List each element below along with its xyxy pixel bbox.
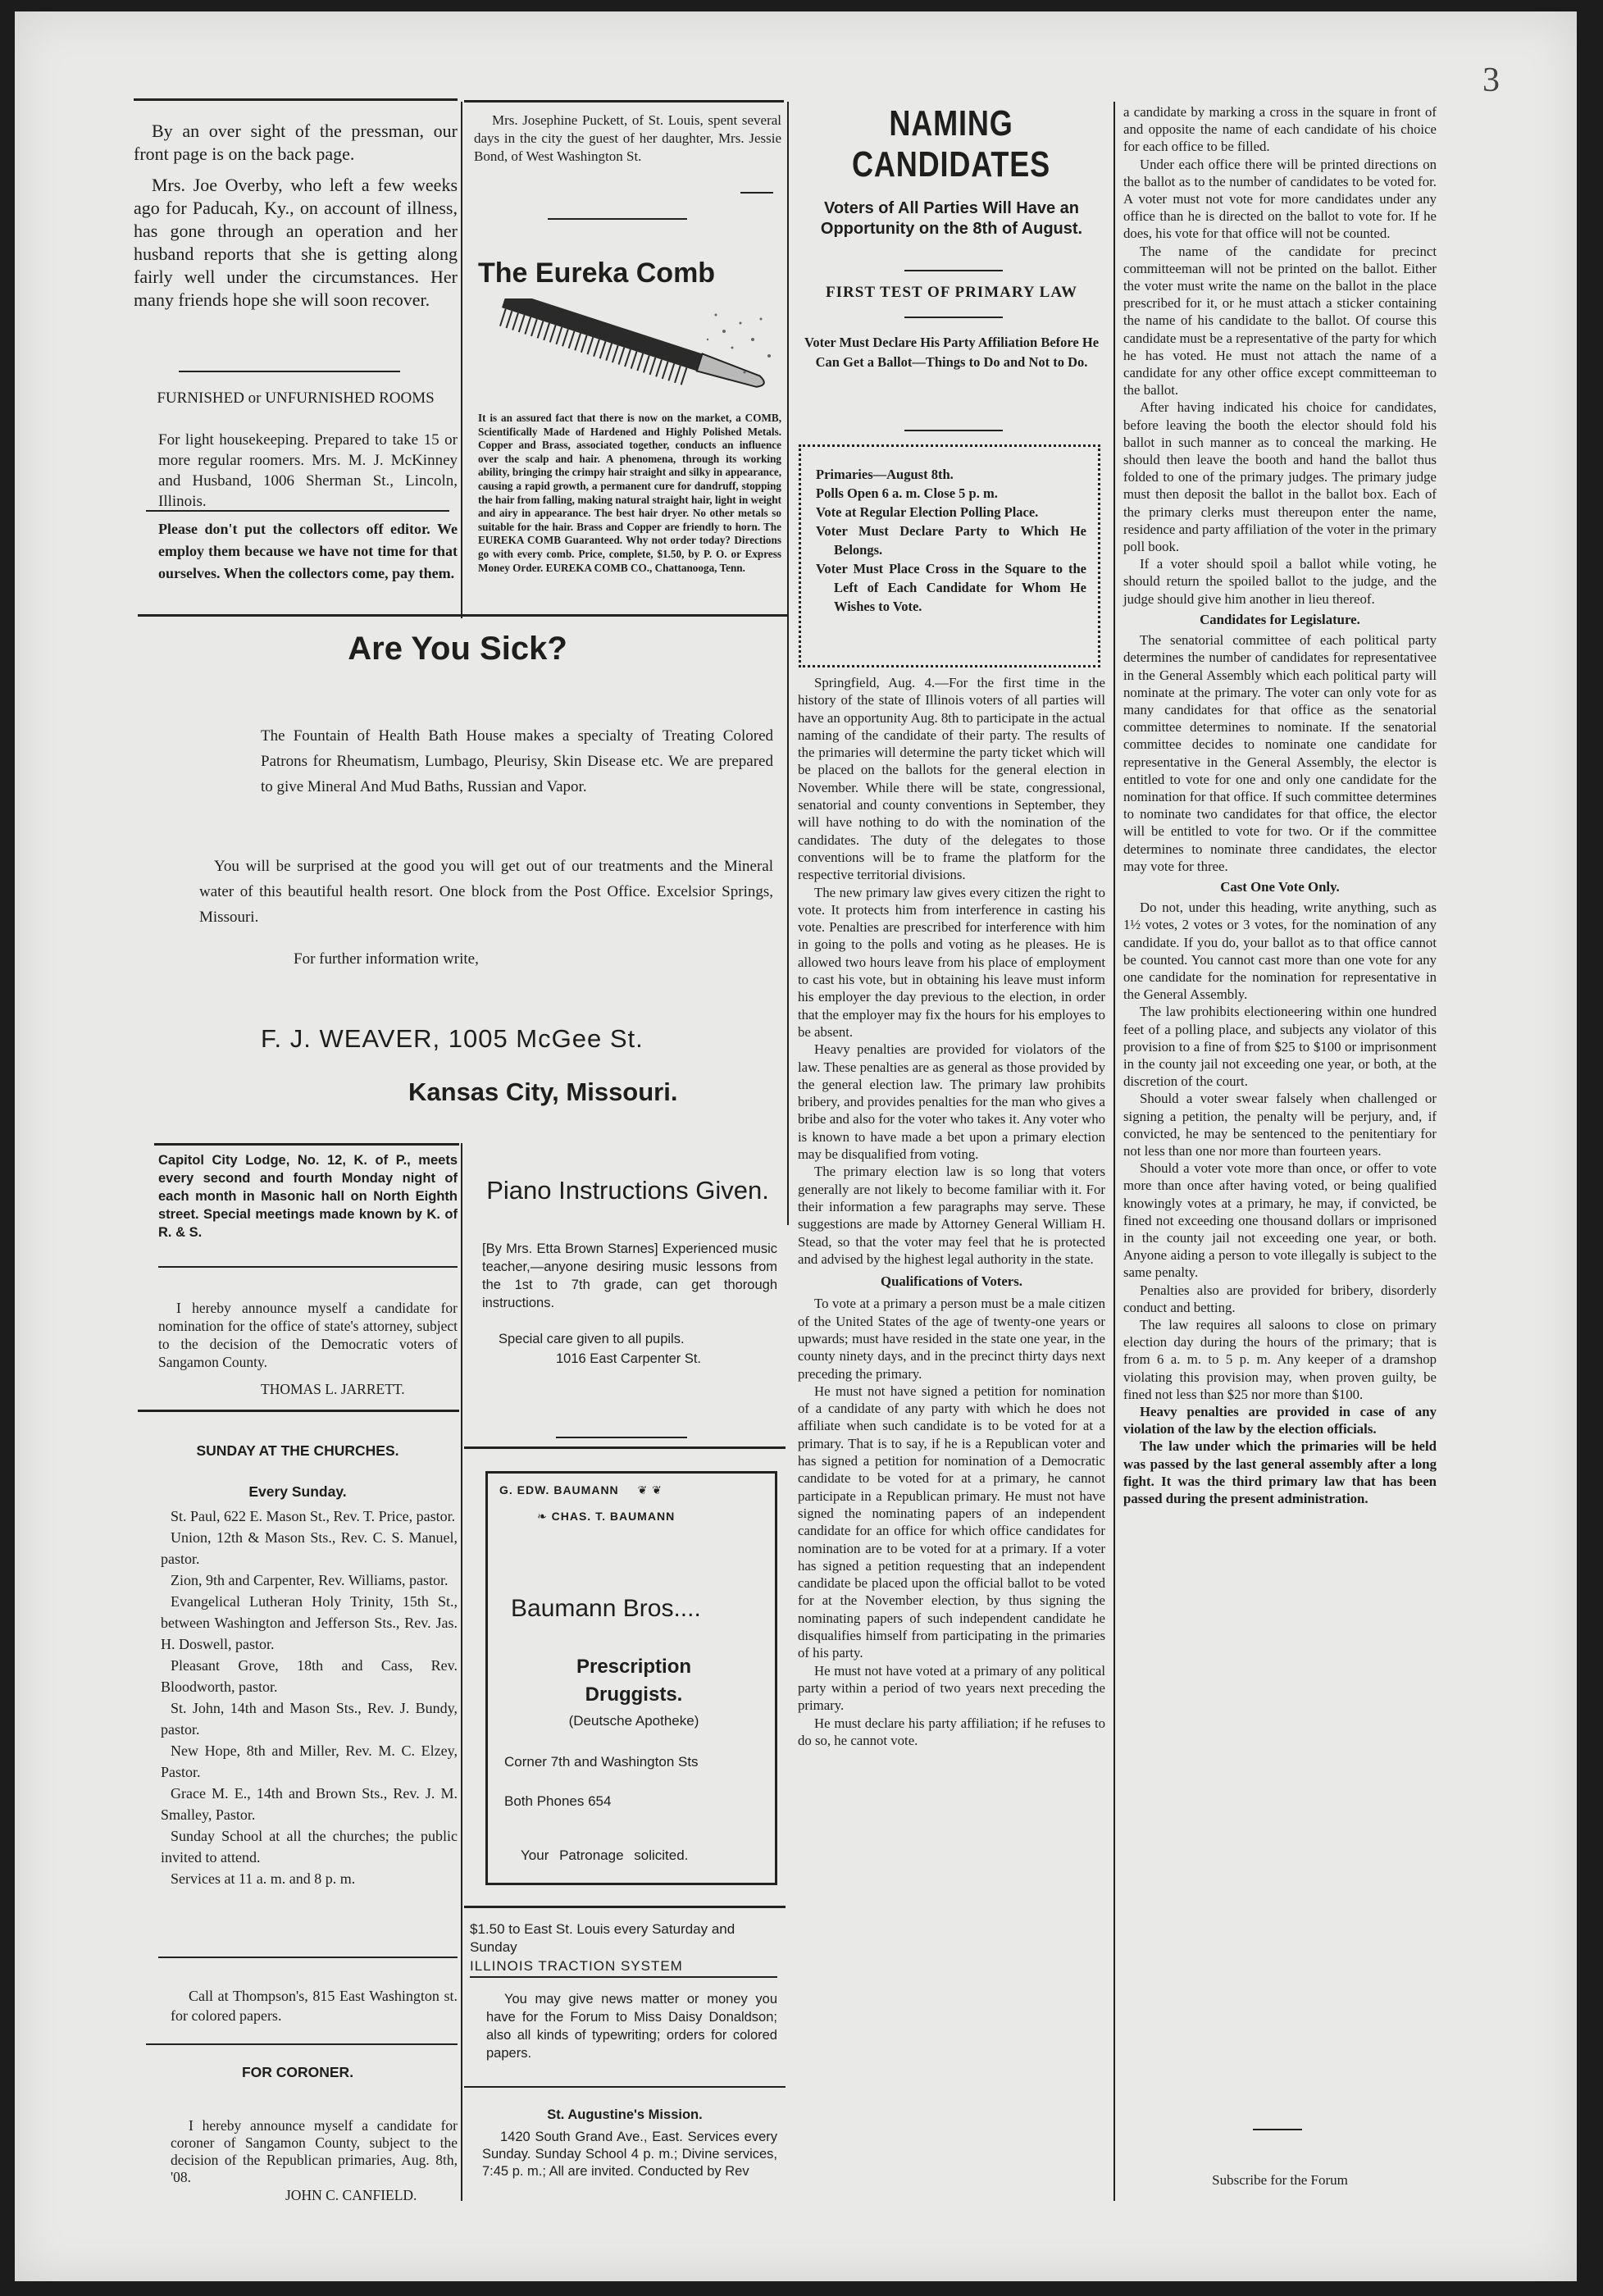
- churches-sub: Every Sunday.: [248, 1483, 347, 1500]
- naming-deck-2: FIRST TEST OF PRIMARY LAW: [826, 284, 1077, 301]
- divider: [1253, 2129, 1302, 2130]
- col5-para: Do not, under this heading, write anything, such as 1½ votes, 2 votes or 3 votes, for the nomination of any candidate. If you do, your ballot as to that office cannot be counted. You cannot cast more than one vote for any one candidate for the nomination for representative in the General Assembly.: [1123, 900, 1437, 1003]
- comb-illustration: [478, 298, 781, 405]
- col5-para: The law prohibits electioneering within one hundred feet of a polling place, and subjects any violator of this provision to a fine of from $25 to $100 or imprisonment in the county jail not exceeding one year, or both, at the discretion of the court.: [1123, 1004, 1437, 1090]
- baumann-names-1: G. EDW. BAUMANN ❦ ❦: [499, 1483, 663, 1496]
- divider: [904, 270, 1003, 271]
- weaver-name: F. J. WEAVER, 1005 McGee St.: [261, 1024, 644, 1053]
- naming-title: NAMING CANDIDATES: [851, 103, 1051, 184]
- church-item: Evangelical Lutheran Holy Trinity, 15th St., between Washington and Jefferson Sts., Rev. Jas. H. Doswell, pastor.: [161, 1593, 458, 1652]
- baumann-line-1: Prescription: [576, 1656, 692, 1678]
- divider: [158, 1957, 458, 1958]
- subscribe-note: Subscribe for the Forum: [1212, 2172, 1348, 2188]
- col5-para: Should a voter vote more than once, or offer to vote more than once after having voted, or being qualified knowingly votes at a primary, he may, if convicted, be fined not exceeding one thousand dollars or imprisoned in the county jail not exceeding one year, or both. Anyone aiding a person to vote illegally is subject to the same penalty.: [1123, 1160, 1437, 1281]
- baumann-ad: [485, 1471, 777, 1885]
- col5-body: [1123, 103, 1437, 1507]
- naming-para: Heavy penalties are provided for violators of the law. These penalties are as general as those provided by the general election law. The primary law prohibits bribery, and provides penalties for the man who gives a bribe and also for the voter who takes it. Any voter who is known to have made a bet upon a primary election may be disqualified from voting.: [798, 1041, 1105, 1163]
- piano-special: Special care given to all pupils.: [499, 1332, 685, 1346]
- naming-para: The new primary law gives every citizen the right to vote. It protects him from interference in casting his vote. Penalties are prescribed for interference with him in going to the polls and voting as he pleases. He is allowed two hours leave from his place of employment to cast his vote, but in obtaining his leave must inform his employer the day previous to the election, in order that the employer may fix the hours for his employes to be absent.: [798, 884, 1105, 1040]
- piano-title: Piano Instructions Given.: [486, 1176, 769, 1205]
- col5-para: a candidate by marking a cross in the square in front of and opposite the name of each candidate of his choice for each office to be filled.: [1123, 104, 1437, 155]
- page-number: 3: [1482, 61, 1500, 99]
- top-rule-col1: [134, 98, 458, 101]
- eureka-body: It is an assured fact that there is now on the market, a COMB, Scientifically Made of Hardened and Highly Polished Metals. Copper and Brass, associated together, conducts an influence over the scalp and hair. A phenomena, through its working ability, bringing the crimpy hair straight and silky in appearance, causing a rapid growth, a permanent cure for dandruff, stopping the hair from falling, making natural straight hair, light in weight and airy in appearance. The best hair dryer. No other metals so suitable for the hair. Brass and Copper are friendly to horn. The EUREKA COMB Guaranteed. Why not order today? Directions go with every comb. Price, complete, $1.50, by P. O. or Express Money Order. EUREKA COMB CO., Chattanooga, Tenn.: [478, 412, 781, 574]
- col5-para: Penalties also are provided for bribery, disorderly conduct and betting.: [1123, 1282, 1437, 1315]
- weaver-city: Kansas City, Missouri.: [408, 1077, 678, 1106]
- section-rule: [154, 1143, 459, 1146]
- fleuron-icon: ❦ ❦: [637, 1483, 663, 1496]
- col-sep-1: [461, 102, 462, 618]
- baumann-line-2: Druggists.: [585, 1683, 683, 1706]
- jarrett-sign: THOMAS L. JARRETT.: [261, 1381, 405, 1397]
- naming-para: He must not have voted at a primary of any political party within a period of two years next preceding the primary.: [798, 1662, 1105, 1714]
- divider: [179, 371, 400, 372]
- divider: [146, 510, 449, 512]
- baumann-addr: Corner 7th and Washington Sts: [504, 1754, 699, 1770]
- churches-list: [161, 1506, 458, 1889]
- section-rule: [464, 1906, 786, 1908]
- church-item: St. John, 14th and Mason Sts., Rev. J. Bundy, pastor.: [161, 1700, 458, 1738]
- puckett-note: Mrs. Josephine Puckett, of St. Louis, spent several days in the city the guest of her daughter, Mrs. Jessie Bond, of West Washington St.: [474, 112, 781, 164]
- baumann-names-2: ❧ CHAS. T. BAUMANN: [537, 1510, 676, 1523]
- divider: [904, 317, 1003, 318]
- naming-para: Springfield, Aug. 4.—For the first time in the history of the state of Illinois voters of all parties will have an opportunity Aug. 8th to participate in the actual naming of the candidate of their party. The results of the primaries will determine the party ticket which will be placed on the ballots for the general election in November. While there will be state, congressional, senatorial and county conventions in September, they will have nothing to do with the nomination of the candidates. The duty of the delegates to those conventions will be to frame the platform for the respective territorial divisions.: [798, 675, 1105, 883]
- col5-para: Under each office there will be printed directions on the ballot as to the number of candidates to be voted for. A voter must not vote for more candidates under any office than he is directed on the ballot to vote for. If he does, his vote for that office will not be counted.: [1123, 156, 1437, 242]
- piano-body: [By Mrs. Etta Brown Starnes] Experienced music teacher,—anyone desiring music lessons from the 1st to 7th grade, can get thorough instructions.: [482, 1241, 777, 1310]
- church-item: Services at 11 a. m. and 8 p. m.: [171, 1870, 356, 1887]
- col-sep-3: [1113, 102, 1115, 2201]
- col5-para: After having indicated his choice for candidates, before leaving the booth the elector should fold his ballot in such manner as to conceal the marking. He should then leave the booth and hand the ballot thus folded to one of the primary judges. The primary judge must then deposit the ballot in the ballot box. Each of the primary clerks must thereupon enter the name, residence and party affiliation of the voter in the primary poll book.: [1123, 399, 1437, 555]
- coroner-title: FOR CORONER.: [241, 2064, 354, 2080]
- divider: [556, 1437, 687, 1438]
- section-rule: [138, 1410, 459, 1412]
- church-item: Sunday School at all the churches; the public invited to attend.: [161, 1828, 458, 1866]
- top-rule-col2: [464, 100, 784, 102]
- sick-write: For further information write,: [294, 950, 479, 968]
- divider: [146, 2043, 458, 2045]
- traction-line-2: ILLINOIS TRACTION SYSTEM: [470, 1958, 683, 1974]
- divider: [904, 430, 1003, 431]
- col5-para: If a voter should spoil a ballot while voting, he should return the spoiled ballot to the judge, and the judge should give him another in lieu thereof.: [1123, 556, 1437, 607]
- col5-para: The senatorial committee of each political party determines the number of candidates for representativee in the General Assembly which each political party will nominate at the primary. The voter can only vote for as many candidates for that office as the senatorial committee determines to nominate. If the senatorial committee decides to nominate one candidate for representative in the General Assembly, the elector is entitled to vote for one and only one candidate for the nomination for that office. If such committee determines to nominate two candidates for that office, the elector will be entitled to vote for two. Or if the committee determines to nominate three candidates, the elector may vote for three.: [1123, 632, 1437, 874]
- box-item: Voter Must Place Cross in the Square to the Left of Each Candidate for Whom He Wishes to Vote.: [816, 561, 1086, 614]
- churches-title: SUNDAY AT THE CHURCHES.: [196, 1442, 399, 1459]
- traction-line-1: $1.50 to East St. Louis every Saturday and Sunday: [470, 1921, 735, 1955]
- divider: [740, 192, 773, 194]
- baumann-phones: Both Phones 654: [504, 1793, 612, 1809]
- naming-para: To vote at a primary a person must be a male citizen of the United States of the age of twenty-one years or upwards; must have resided in the state one year, in the county ninety days, and in the precinct thirty days next preceding the primary.: [798, 1296, 1105, 1382]
- baumann-title: Baumann Bros....: [511, 1595, 701, 1622]
- naming-deck-3: Voter Must Declare His Party Affiliation Before He Can Get a Ballot—Things to Do and Not to Do.: [804, 335, 1100, 370]
- pointer-icon: ❧: [537, 1510, 552, 1523]
- naming-deck-1: Voters of All Parties Will Have an Opportunity on the 8th of August.: [820, 199, 1083, 238]
- col-sep-1b: [461, 1143, 462, 2201]
- sick-title: Are You Sick?: [348, 631, 567, 667]
- baumann-line-3: (Deutsche Apotheke): [568, 1713, 699, 1729]
- col5-para: Heavy penalties are provided in case of any violation of the law by the election officials.: [1123, 1404, 1437, 1437]
- col1-top: [134, 120, 458, 312]
- piano-addr: 1016 East Carpenter St.: [556, 1351, 702, 1366]
- divider: [470, 1976, 777, 1978]
- col5-para: The name of the candidate for precinct committeeman will not be printed on the ballot. Either the voter must write the name on the ballot in the place prescribed for it, or he must attach a sticker containing the name of his candidate to the ballot. Of course this candidate must be a representative of the party for which he has voted. He must not attach the name of a candidate for any other office except committeeman to the ballot.: [1123, 243, 1437, 399]
- rooms-title: FURNISHED or UNFURNISHED ROOMS: [157, 390, 435, 407]
- col-sep-2: [787, 102, 789, 1225]
- qualifications-subhead: Qualifications of Voters.: [881, 1273, 1022, 1290]
- eureka-title: The Eureka Comb: [478, 257, 716, 289]
- lodge-notice: Capitol City Lodge, No. 12, K. of P., meets every second and fourth Monday night of each month in Masonic hall on North Eighth street. Special meetings made known by K. of R. & S.: [158, 1153, 458, 1240]
- section-rule: [464, 1446, 786, 1449]
- sick-body: The Fountain of Health Bath House makes a specialty of Treating Colored Patrons for Rheumatism, Lumbago, Pleurisy, Skin Disease etc. We are prepared to give Mineral And Mud Baths, Russian and Vapor.: [261, 727, 773, 795]
- box-item: Polls Open 6 a. m. Close 5 p. m.: [816, 485, 998, 501]
- box-item: Voter Must Declare Party to Which He Belongs.: [816, 523, 1086, 558]
- newspaper-page: [15, 11, 1577, 2281]
- divider: [158, 1266, 458, 1268]
- church-item: Zion, 9th and Carpenter, Rev. Williams, pastor.: [171, 1572, 449, 1588]
- church-item: Grace M. E., 14th and Brown Sts., Rev. J. M. Smalley, Pastor.: [161, 1785, 458, 1823]
- rooms-body: For light housekeeping. Prepared to take 15 or more regular roomers. Mrs. M. J. McKinney and Husband, 1006 Sherman St., Lincoln, Illinois.: [158, 431, 458, 510]
- section-rule: [138, 614, 787, 617]
- coroner-sign: JOHN C. CANFIELD.: [285, 2187, 417, 2203]
- mission-body: 1420 South Grand Ave., East. Services every Sunday. Sunday School 4 p. m.; Divine services, 7:45 p. m.; All are invited. Conducted by Rev: [482, 2130, 777, 2179]
- box-item: Vote at Regular Election Polling Place.: [816, 504, 1039, 520]
- naming-para: He must not have signed a petition for nomination of a candidate of any party with which he does not affiliate when such candidate is to be voted for at a primary. That is to say, if he is a Republican voter and has signed a petition for nomination of a Democratic candidate to be voted for at a primary, he cannot participate in a Republican primary. He must not have signed the nominating papers of an independent candidate for an office for which office candidates for nomination are to be voted for at a primary. If a voter has signed a petition requesting that an independent candidate be placed upon the official ballot to be voted for at the November election, by thus signing the nominating papers of such independent candidate he disqualifies himself from participating in the primaries of his party.: [798, 1383, 1105, 1661]
- forum-note: You may give news matter or money you have for the Forum to Miss Daisy Donaldson; also all kinds of typewriting; orders for colored papers.: [486, 1992, 777, 2061]
- church-item: Pleasant Grove, 18th and Cass, Rev. Bloodworth, pastor.: [161, 1657, 458, 1695]
- primary-facts-box: [799, 444, 1100, 667]
- sick-body-2: You will be surprised at the good you will get out of our treatments and the Mineral water of this beautiful health resort. One block from the Post Office. Excelsior Springs, Missouri.: [199, 858, 773, 926]
- naming-body: [798, 674, 1105, 1749]
- overby-note: Mrs. Joe Overby, who left a few weeks ago for Paducah, Ky., on account of illness, has gone through an operation and her husband reports that she is getting along fairly well under the circumstances. Her many friends hope she will soon recover.: [134, 175, 458, 310]
- baumann-patronage: Your Patronage solicited.: [521, 1847, 689, 1863]
- divider: [548, 218, 687, 220]
- naming-para: He must declare his party affiliation; if he refuses to do so, he cannot vote.: [798, 1715, 1105, 1748]
- col5-para: Should a voter swear falsely when challenged or signing a petition, the penalty will be perjury, and, if convicted, he may be sentenced to the penitentiary for not less than one nor more than fourteen years.: [1123, 1091, 1437, 1159]
- church-item: Union, 12th & Mason Sts., Rev. C. S. Manuel, pastor.: [161, 1529, 458, 1567]
- box-item: Primaries—August 8th.: [816, 467, 954, 482]
- mission-title: St. Augustine's Mission.: [547, 2107, 703, 2122]
- oversight-note: By an over sight of the pressman, our front page is on the back page.: [134, 121, 458, 164]
- box-list: [816, 465, 1086, 616]
- col5-para: The law requires all saloons to close on primary election day during the hours of the primary; that is from 6 a. m. to 5 p. m. Any keeper of a dramshop violating this provision may, when proven guilty, be fined not less than $25 nor more than $100.: [1123, 1317, 1437, 1402]
- coroner-notice: I hereby announce myself a candidate for coroner of Sangamon County, subject to the decision of the Republican primaries, Aug. 8th, '08.: [171, 2117, 458, 2185]
- church-item: New Hope, 8th and Miller, Rev. M. C. Elzey, Pastor.: [161, 1742, 458, 1780]
- collectors-note: Please don't put the collectors off editor. We employ them because we have not time for that ourselves. When the collectors come, pay them.: [158, 521, 458, 581]
- divider: [464, 2086, 786, 2088]
- church-item: St. Paul, 622 E. Mason St., Rev. T. Price, pastor.: [171, 1508, 456, 1524]
- thompson-note: Call at Thompson's, 815 East Washington st. for colored papers.: [171, 1988, 458, 2024]
- naming-para: The primary election law is so long that voters generally are not likely to become familiar with it. For their information a few paragraphs may serve. These suggestions are made by Attorney General William H. Stead, so that the voter may feel that he is protected and advised by the highest legal authority in the state.: [798, 1164, 1105, 1267]
- jarrett-notice: I hereby announce myself a candidate for nomination for the office of state's attorney, subject to the decision of the Democratic voters of Sangamon County.: [158, 1300, 458, 1370]
- legislature-subhead: Candidates for Legislature.: [1200, 611, 1360, 627]
- cast-one-vote-subhead: Cast One Vote Only.: [1220, 878, 1340, 895]
- col5-para: The law under which the primaries will be held was passed by the last general assembly after a long fight. It was the third primary law that has been passed during the present administration.: [1123, 1438, 1437, 1507]
